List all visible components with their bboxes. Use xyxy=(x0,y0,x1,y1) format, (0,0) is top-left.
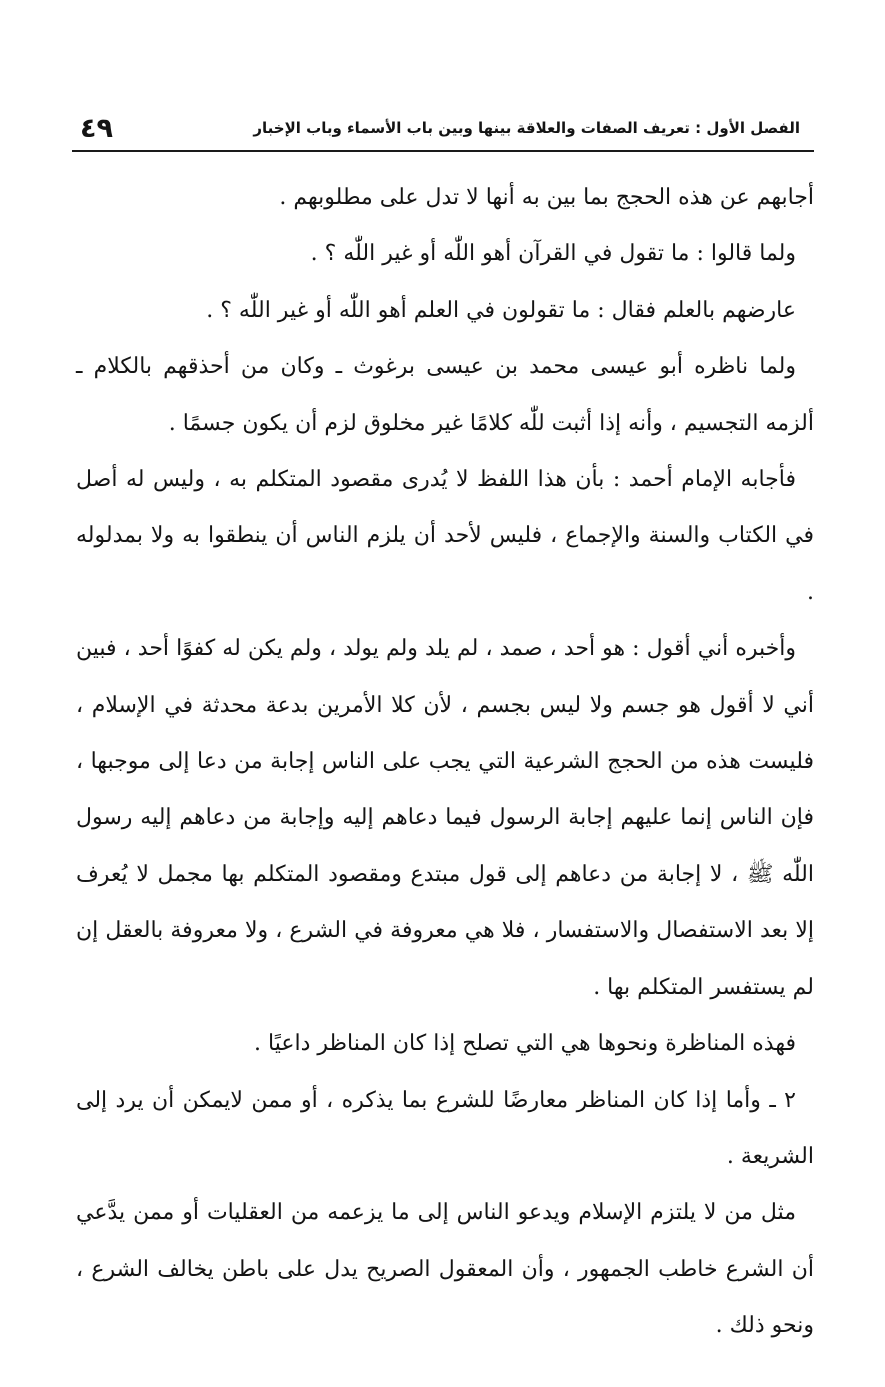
paragraph: عارضهم بالعلم فقال : ما تقولون في العلم أهو اللّٰه أو غير اللّٰه ؟ . xyxy=(206,297,796,323)
header-rule xyxy=(72,150,814,152)
paragraph: ولما ناظره أبو عيسى محمد بن عيسى برغوث ـ وكان من أحذقهم بالكلام ـ ألزمه التجسيم ، وأنه إذا أثبت للّٰه كلامًا غير مخلوق لزم أن يكون جسمًا . xyxy=(76,354,814,436)
page-header xyxy=(72,96,814,152)
paragraph: أجابهم عن هذه الحجج بما بين به أنها لا تدل على مطلوبهم . xyxy=(279,185,814,210)
paragraph: فهذه المناظرة ونحوها هي التي تصلح إذا كان المناظر داعيًا . xyxy=(254,1031,796,1057)
paragraph: وأخبره أني أقول : هو أحد ، صمد ، لم يلد ولم يولد ، ولم يكن له كفوًا أحد ، فبين أني لا أقول هو جسم ولا ليس بجسم ، لأن كلا الأمرين بدعة محدثة في الإسلام ، فليست هذه من الحجج الشرعية التي يجب على الناس إجابة من دعا إلى موجبها ، فإن الناس إنما عليهم إجابة الرسول فيما دعاهم إليه وإجابة من دعاهم إليه رسول اللّٰه ﷺ ، لا إجابة من دعاهم إلى قول مبتدع ومقصود المتكلم بها مجمل لا يُعرف إلا بعد الاستفصال والاستفسار ، فلا هي معروفة في الشرع ، ولا معروفة بالعقل إن لم يستفسر المتكلم بها . xyxy=(76,636,814,1000)
body-text xyxy=(76,170,814,1355)
paragraph: مثل من لا يلتزم الإسلام ويدعو الناس إلى ما يزعمه من العقليات أو ممن يدَّعي أن الشرع خاطب الجمهور ، وأن المعقول الصريح يدل على باطن يخالف الشرع ، ونحو ذلك . xyxy=(76,1200,814,1339)
page-number: ٤٩ xyxy=(80,113,113,144)
paragraph: ٢ ـ وأما إذا كان المناظر معارضًا للشرع بما يذكره ، أو ممن لايمكن أن يرد إلى الشريعة . xyxy=(76,1087,814,1169)
paragraph: ولما قالوا : ما تقول في القرآن أهو اللّٰه أو غير اللّٰه ؟ . xyxy=(310,241,796,267)
running-title: الفصل الأول : تعريف الصفات والعلاقة بينها وبين باب الأسماء وباب الإخبار xyxy=(253,119,800,137)
paragraph: فأجابه الإمام أحمد : بأن هذا اللفظ لا يُدرى مقصود المتكلم به ، وليس له أصل في الكتاب والسنة والإجماع ، فليس لأحد أن يلزم الناس أن ينطقوا به ولا بمدلوله . xyxy=(76,467,814,605)
